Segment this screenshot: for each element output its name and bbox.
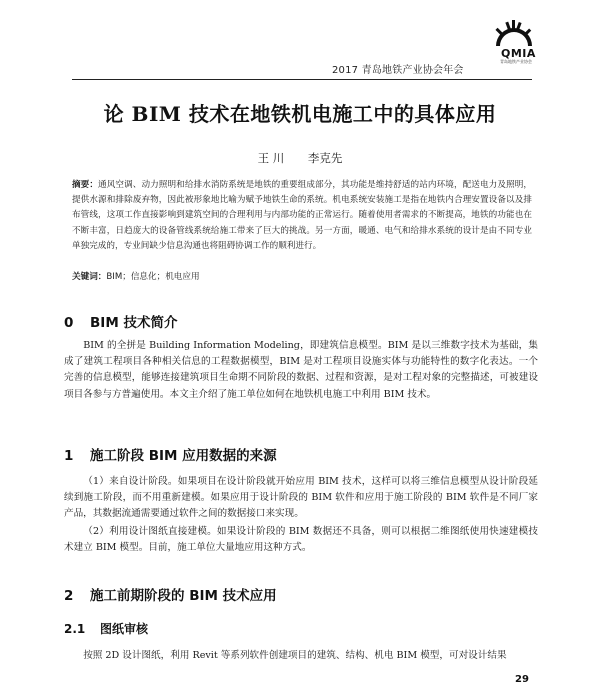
author-2: 李克先	[307, 151, 343, 165]
section-number: 1	[64, 448, 74, 464]
authors	[0, 150, 600, 166]
subsection-title: 图纸审核	[100, 622, 149, 636]
author-1: 王 川	[257, 151, 285, 165]
subsection-heading-2-1	[64, 620, 148, 637]
section-1-paragraph-2: （2）利用设计图纸直接建模。如果设计阶段的 BIM 数据还不具备，则可以根据二维图纸使用快速建模技术建立 BIM 模型。目前，施工单位大量地应用这种方式。	[64, 526, 538, 554]
section-title: 施工前期阶段的 BIM 技术应用	[90, 588, 277, 604]
subsection-number: 2.1	[64, 622, 86, 636]
section-heading-1	[64, 444, 277, 464]
keywords-label: 关键词：	[72, 272, 107, 282]
keywords-text: BIM；信息化；机电应用	[106, 272, 200, 282]
section-number: 0	[64, 315, 74, 331]
logo-text: QMIA	[501, 47, 536, 60]
section-heading-0	[64, 311, 177, 331]
header-rule	[72, 79, 532, 80]
journal-header: 2017 青岛地铁产业协会年会	[332, 65, 464, 76]
section-0-paragraph: BIM 的全拼是 Building Information Modeling，即建筑信息模型。BIM 是以三维数字技术为基础，集成了建筑工程项目各种相关信息的工程数据模型，BIM 是对工程项目设施实体与功能特性的数字化表达。一个完善的信息模型，能够连接建筑项目生命期不同阶段的数据、过程和资源，是对工程对象的完整描述，可被建设项目各参与方普遍使用。本文主介绍了施工单位如何在地铁机电施工中利用 BIM 技术。	[64, 340, 538, 400]
abstract-label: 摘要：	[72, 180, 99, 190]
section-title: 施工阶段 BIM 应用数据的来源	[90, 448, 277, 464]
article-title: 论 BIM 技术在地铁机电施工中的具体应用	[103, 102, 497, 126]
page-number: 29	[515, 674, 529, 685]
keywords	[72, 270, 532, 282]
abstract	[72, 178, 532, 254]
section-1-paragraph-1: （1）来自设计阶段。如果项目在设计阶段就开始应用 BIM 技术，这样可以将三维信息模型从设计阶段延续到施工阶段，而不用重新建模。如果应用于设计阶段的 BIM 软件和应用于施工阶段的 BIM 软件是不同厂家产品，其数据流通需要通过软件之间的数据接口来实现。	[64, 476, 538, 520]
section-2-1-paragraph: 按照 2D 设计图纸，利用 Revit 等系列软件创建项目的建筑、结构、机电 BIM 模型，可对设计结果	[83, 650, 507, 661]
abstract-text: 通风空调、动力照明和给排水消防系统是地铁的重要组成部分，其功能是维持舒适的站内环境，配送电力及照明，提供水源和排除废弃物，因此被形象地比喻为赋予地铁生命的系统。机电系统安装施工是指在地铁内合理安置设备以及排布管线，这项工作直接影响到建筑空间的合理利用与内部功能的正常运行。随着使用者需求的不断提高，地铁的功能也在不断丰富，日趋庞大的设备管线系统给施工带来了巨大的挑战。另一方面，暖通、电气和给排水系统的设计是由不同专业单独完成的，专业间缺少信息沟通也将阻碍协调工作的顺利进行。	[72, 180, 532, 251]
section-heading-2	[64, 584, 277, 604]
section-number: 2	[64, 588, 74, 604]
logo-subtext: 青岛地铁产业协会	[500, 59, 532, 64]
section-title: BIM 技术简介	[90, 315, 178, 331]
